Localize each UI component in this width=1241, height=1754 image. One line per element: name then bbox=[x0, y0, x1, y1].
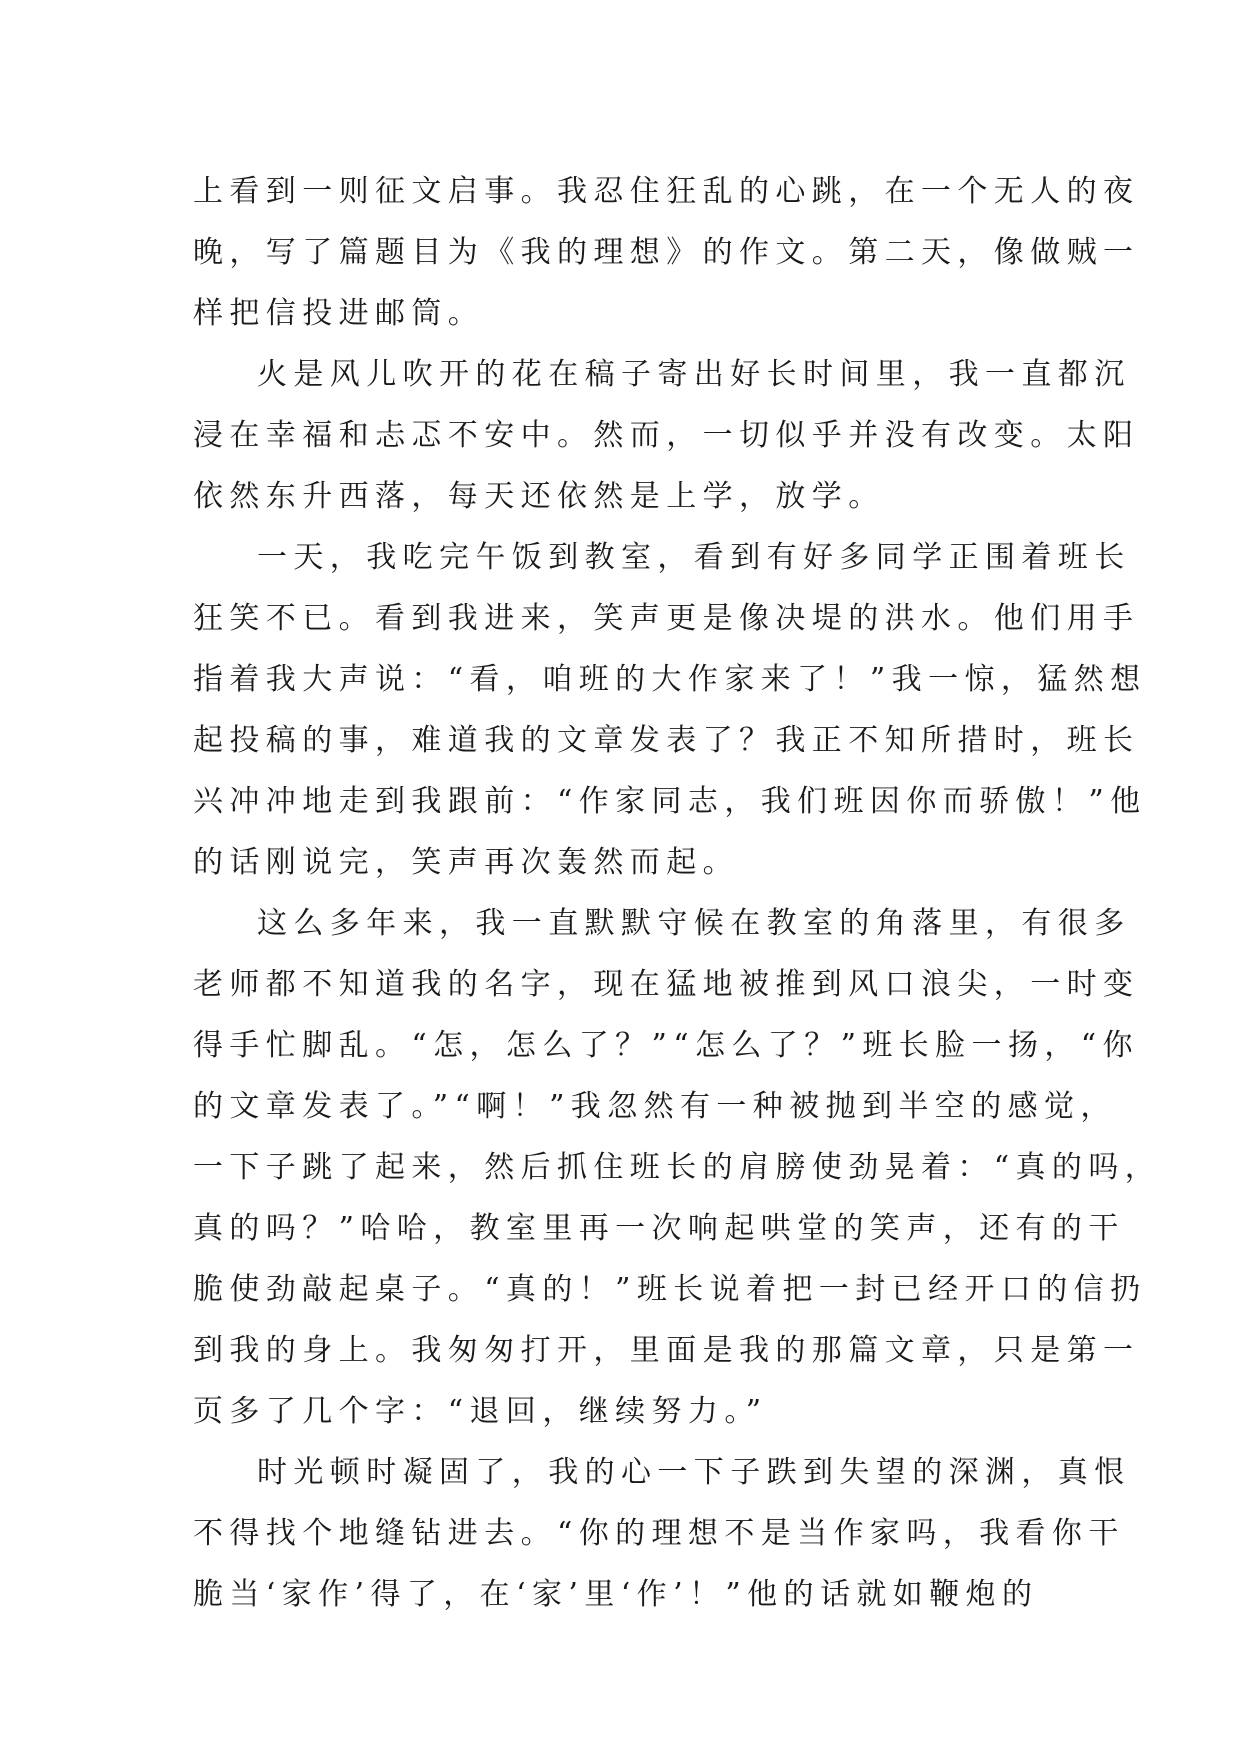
text-line: 这么多年来，我一直默默守候在教室的角落里，有很多 bbox=[257, 906, 1131, 941]
text-line: 一天，我吃完午饭到教室，看到有好多同学正围着班长 bbox=[257, 540, 1131, 575]
document-body bbox=[193, 161, 1162, 1625]
paragraph-5 bbox=[193, 1442, 1131, 1625]
text-line: 真的吗？”哈哈，教室里再一次响起哄堂的笑声，还有的干 bbox=[193, 1211, 1125, 1246]
text-line: 的文章发表了。”“啊！”我忽然有一种被抛到半空的感觉， bbox=[193, 1089, 1117, 1124]
text-line: 页多了几个字：“退回，继续努力。” bbox=[193, 1394, 768, 1429]
text-line: 上看到一则征文启事。我忍住狂乱的心跳，在一个无人的夜 bbox=[193, 174, 1140, 209]
paragraph-1 bbox=[193, 161, 1140, 344]
text-line: 火是风儿吹开的花在稿子寄出好长时间里，我一直都沉 bbox=[257, 357, 1131, 392]
text-line: 起投稿的事，难道我的文章发表了？我正不知所措时，班长 bbox=[193, 723, 1140, 758]
text-line: 老师都不知道我的名字，现在猛地被推到风口浪尖，一时变 bbox=[193, 967, 1140, 1002]
text-line: 晚，写了篇题目为《我的理想》的作文。第二天，像做贼一 bbox=[193, 235, 1140, 270]
text-line: 不得找个地缝钻进去。“你的理想不是当作家吗，我看你干 bbox=[193, 1516, 1125, 1551]
text-line: 依然东升西落，每天还依然是上学，放学。 bbox=[193, 479, 885, 514]
paragraph-2 bbox=[193, 344, 1140, 527]
paragraph-4 bbox=[193, 893, 1162, 1442]
text-line: 到我的身上。我匆匆打开，里面是我的那篇文章，只是第一 bbox=[193, 1333, 1140, 1368]
text-line: 得手忙脚乱。“怎，怎么了？”“怎么了？”班长脸一扬，“你 bbox=[193, 1028, 1139, 1063]
text-line: 狂笑不已。看到我进来，笑声更是像决堤的洪水。他们用手 bbox=[193, 601, 1140, 636]
text-line: 兴冲冲地走到我跟前：“作家同志，我们班因你而骄傲！”他 bbox=[193, 784, 1147, 819]
text-line: 脆使劲敲起桌子。“真的！”班长说着把一封已经开口的信扔 bbox=[193, 1272, 1147, 1307]
text-line: 一下子跳了起来，然后抓住班长的肩膀使劲晃着：“真的吗， bbox=[193, 1150, 1162, 1185]
text-line: 指着我大声说：“看，咱班的大作家来了！”我一惊，猛然想 bbox=[193, 662, 1147, 697]
text-line: 脆当‘家作’得了，在‘家’里‘作’！”他的话就如鞭炮的 bbox=[193, 1577, 1039, 1612]
paragraph-3 bbox=[193, 527, 1147, 893]
text-line: 浸在幸福和忐忑不安中。然而，一切似乎并没有改变。太阳 bbox=[193, 418, 1140, 453]
text-line: 的话刚说完，笑声再次轰然而起。 bbox=[193, 845, 739, 880]
text-line: 样把信投进邮筒。 bbox=[193, 296, 485, 331]
text-line: 时光顿时凝固了，我的心一下子跌到失望的深渊，真恨 bbox=[257, 1455, 1131, 1490]
